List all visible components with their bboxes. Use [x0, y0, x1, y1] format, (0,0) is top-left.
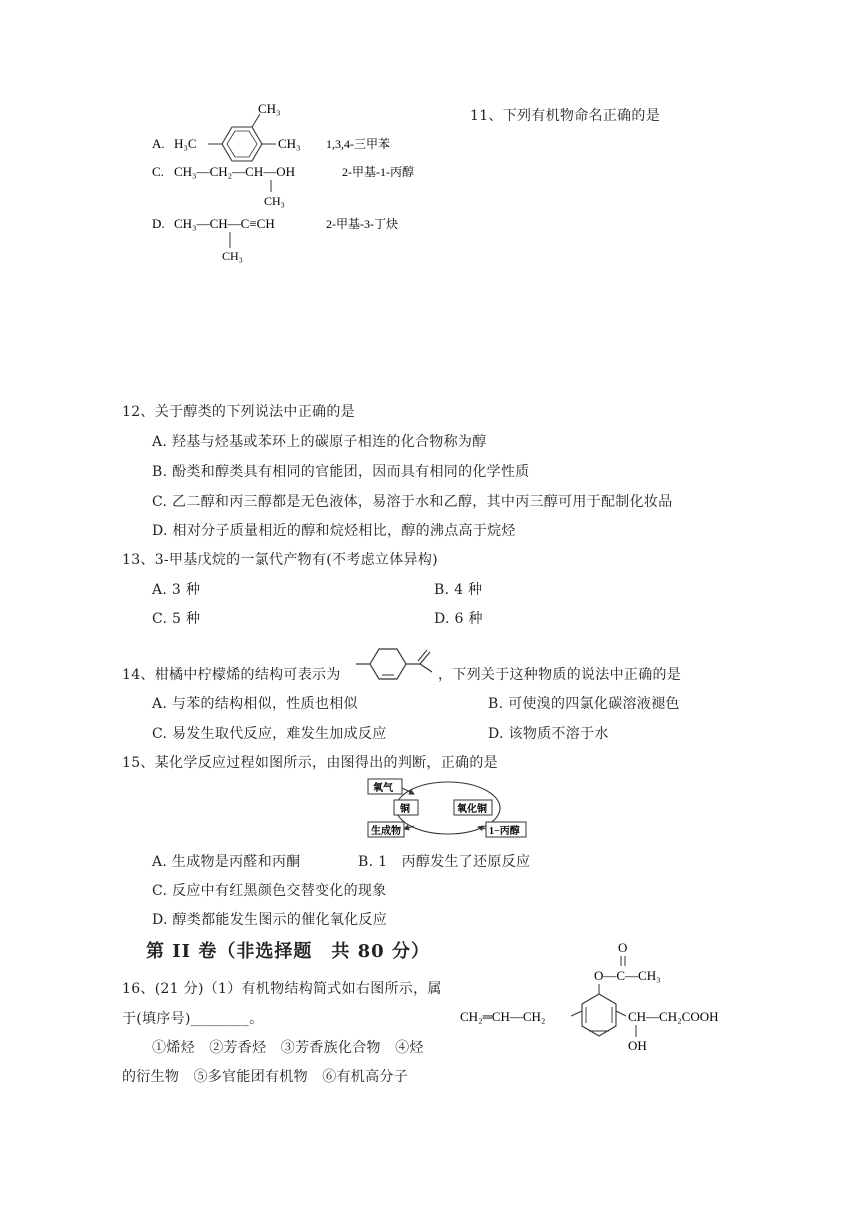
q11-stem: 11、下列有机物命名正确的是 — [470, 108, 661, 124]
q11-a-top-group: CH₃ — [258, 101, 281, 116]
q11-c-branch: CH₃ — [264, 194, 285, 208]
diagram-copper-oxide-label: 氧化铜 — [457, 804, 487, 815]
q16-line-1: 16、(21 分)（1）有机物结构简式如右图所示，属 — [122, 981, 442, 997]
q16-line-2: 于(填序号)________。 — [122, 1011, 264, 1027]
q11-option-d-structure — [140, 210, 470, 264]
diagram-copper-label: 铜 — [400, 804, 410, 815]
q11-a-right-group: CH₃ — [278, 136, 301, 151]
q14-option-a: A. 与苯的结构相似，性质也相似 — [152, 696, 358, 712]
q12-option-c: C. 乙二醇和丙三醇都是无色液体，易溶于水和乙醇，其中丙三醇可用于配制化妆品 — [152, 494, 673, 510]
limonene-structure-image — [352, 640, 438, 688]
q11-d-label: D. — [152, 216, 165, 231]
q11-a-name: 1,3,4-三甲苯 — [326, 137, 390, 151]
diagram-propanol-label: 1−丙醇 — [489, 826, 520, 837]
diagram-oxygen-label: 氧气 — [373, 783, 393, 794]
reaction-cycle-diagram — [362, 776, 532, 840]
q15-option-d: D. 醇类都能发生图示的催化氧化反应 — [152, 912, 388, 928]
q16-hydroxyl: OH — [628, 1038, 647, 1053]
q13-option-b: B. 4 种 — [434, 582, 483, 598]
q15-option-b: B. 1 丙醇发生了还原反应 — [358, 854, 531, 870]
q16-line-4: 的衍生物 ⑤多官能团有机物 ⑥有机高分子 — [122, 1069, 408, 1085]
q14-option-c: C. 易发生取代反应，难发生加成反应 — [152, 726, 387, 742]
q15-option-c: C. 反应中有红黑颜色交替变化的现象 — [152, 883, 387, 899]
q11-option-a-structure — [140, 100, 470, 166]
q12-option-a: A. 羟基与烃基或苯环上的碳原子相连的化合物称为醇 — [152, 434, 487, 450]
q16-line-3: ①烯烃 ②芳香烃 ③芳香族化合物 ④烃 — [152, 1040, 424, 1056]
q16-allyl-chain: CH₂═CH—CH₂ — [460, 1009, 546, 1024]
q11-c-formula: CH₃—CH₂—CH—OH — [174, 164, 296, 179]
q13-stem: 13、3-甲基戊烷的一氯代产物有(不考虑立体异构) — [122, 552, 438, 568]
q11-d-name: 2-甲基-3-丁炔 — [326, 217, 398, 231]
q11-a-label: A. — [152, 136, 165, 151]
q13-option-a: A. 3 种 — [152, 582, 201, 598]
q16-carbonyl-o: O — [618, 940, 628, 955]
q15-option-a: A. 生成物是丙醛和丙酮 — [152, 854, 301, 870]
q11-c-label: C. — [152, 164, 164, 179]
q14-option-b: B. 可使溴的四氯化碳溶液褪色 — [488, 696, 680, 712]
q11-c-name: 2-甲基-1-丙醇 — [342, 165, 414, 179]
q11-option-c-structure — [140, 158, 470, 208]
q11-d-formula: CH₃—CH—C≡CH — [174, 216, 275, 231]
section-title: 第 II 卷（非选择题 共 80 分） — [146, 941, 430, 962]
q12-stem: 12、关于醇类的下列说法中正确的是 — [122, 404, 355, 420]
q13-option-d: D. 6 种 — [434, 611, 483, 627]
q16-acid-chain: CH—CH₂COOH — [628, 1009, 719, 1024]
q16-ester-group: O—C—CH₃ — [594, 968, 661, 983]
q16-structure-image — [458, 936, 758, 1060]
q11-a-left-group: H₃C — [174, 136, 197, 151]
q12-option-b: B. 酚类和醇类具有相同的官能团，因而具有相同的化学性质 — [152, 464, 530, 480]
q15-stem: 15、某化学反应过程如图所示，由图得出的判断，正确的是 — [122, 755, 498, 771]
q13-option-c: C. 5 种 — [152, 611, 201, 627]
q12-option-d: D. 相对分子质量相近的醇和烷烃相比，醇的沸点高于烷烃 — [152, 523, 516, 539]
q14-stem-pre: 14、柑橘中柠檬烯的结构可表示为 — [122, 667, 341, 683]
q11-d-branch: CH₃ — [222, 249, 243, 263]
q14-option-d: D. 该物质不溶于水 — [488, 726, 609, 742]
q14-stem-post: ，下列关于这种物质的说法中正确的是 — [438, 667, 682, 683]
diagram-product-label: 生成物 — [371, 826, 401, 837]
